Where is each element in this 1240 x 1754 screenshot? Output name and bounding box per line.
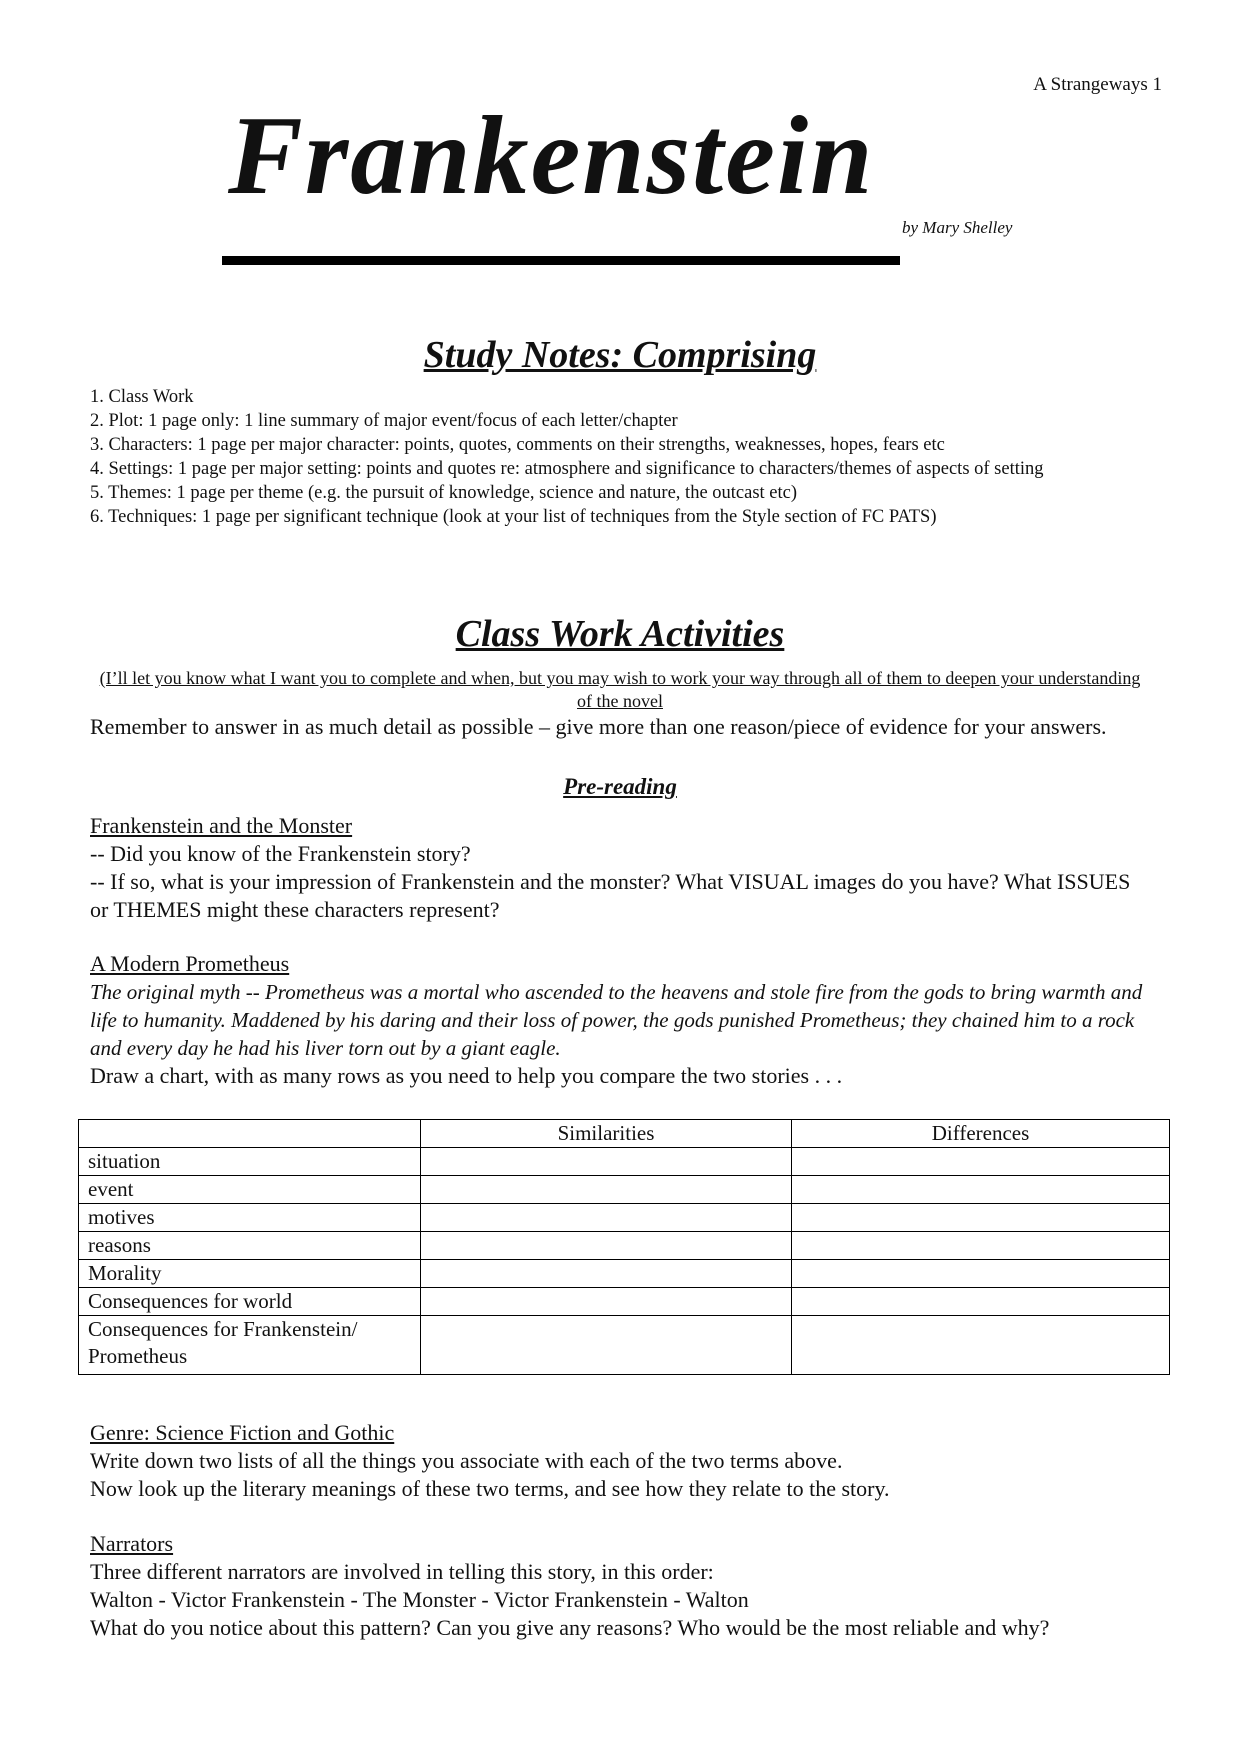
row-label: motives	[79, 1204, 421, 1232]
question-line: -- If so, what is your impression of Frankenstein and the monster? What VISUAL images do you have? What ISSUES or THEMES might these characters represent?	[90, 869, 1131, 922]
empty-cell	[792, 1204, 1170, 1232]
table-row	[79, 1260, 1170, 1288]
instruction-line: Three different narrators are involved in telling this story, in this order:	[90, 1559, 714, 1584]
empty-cell	[421, 1316, 792, 1375]
genre-section	[90, 1419, 1150, 1503]
section-title: Narrators	[90, 1531, 174, 1556]
question-line: -- Did you know of the Frankenstein story?	[90, 841, 471, 866]
list-item: 4. Settings: 1 page per major setting: points and quotes re: atmosphere and significance to characters/themes of aspects of setting	[90, 459, 1044, 479]
row-label: Morality	[79, 1260, 421, 1288]
empty-cell	[792, 1316, 1170, 1375]
table-row	[79, 1148, 1170, 1176]
table-row	[79, 1232, 1170, 1260]
prometheus-section	[90, 950, 1150, 1090]
frankenstein-monster-section	[90, 812, 1150, 924]
empty-cell	[421, 1148, 792, 1176]
row-label: event	[79, 1176, 421, 1204]
title-underline	[222, 256, 900, 265]
list-item: 2. Plot: 1 page only: 1 line summary of major event/focus of each letter/chapter	[90, 411, 678, 431]
empty-cell	[421, 1232, 792, 1260]
chart-instruction: Draw a chart, with as many rows as you need to help you compare the two stories . . .	[90, 1063, 843, 1088]
comparison-table	[78, 1119, 1170, 1375]
instruction-line: What do you notice about this pattern? Can you give any reasons? Who would be the most reliable and why?	[90, 1615, 1050, 1640]
empty-cell	[792, 1260, 1170, 1288]
empty-cell	[421, 1176, 792, 1204]
study-notes-heading: Study Notes: Comprising	[423, 334, 817, 376]
empty-cell	[792, 1232, 1170, 1260]
instruction-line: Write down two lists of all the things you associate with each of the two terms above.	[90, 1448, 843, 1473]
section-title: A Modern Prometheus	[90, 951, 290, 976]
row-label: situation	[79, 1148, 421, 1176]
table-row	[79, 1316, 1170, 1375]
myth-text: The original myth -- Prometheus was a mortal who ascended to the heavens and stole fire from the gods to bring warmth and life to humanity. Maddened by his daring and their loss of power, the gods punished Prometheus; they chained him to a rock and every day he had his liver torn out by a giant eagle.	[90, 980, 1143, 1060]
document-title: Frankenstein	[228, 94, 875, 218]
table-row	[79, 1176, 1170, 1204]
instruction-line: Now look up the literary meanings of these two terms, and see how they relate to the story.	[90, 1476, 890, 1501]
empty-cell	[421, 1288, 792, 1316]
list-item: 5. Themes: 1 page per theme (e.g. the pursuit of knowledge, science and nature, the outcast etc)	[90, 483, 798, 503]
table-row	[79, 1288, 1170, 1316]
list-item: 6. Techniques: 1 page per significant technique (look at your list of techniques from the Style section of FC PATS)	[90, 507, 937, 527]
list-item: 3. Characters: 1 page per major character: points, quotes, comments on their strengths, weaknesses, hopes, fears etc	[90, 435, 945, 455]
table-header-row	[79, 1120, 1170, 1148]
empty-cell	[421, 1260, 792, 1288]
empty-cell	[792, 1148, 1170, 1176]
remember-instruction: Remember to answer in as much detail as possible – give more than one reason/piece of evidence for your answers.	[90, 714, 1107, 739]
empty-cell	[792, 1288, 1170, 1316]
page-reference: A Strangeways 1	[1033, 74, 1162, 95]
empty-cell	[421, 1204, 792, 1232]
table-row	[79, 1204, 1170, 1232]
class-work-heading: Class Work Activities	[455, 613, 785, 655]
section-title: Genre: Science Fiction and Gothic	[90, 1420, 395, 1445]
header-cell	[79, 1120, 421, 1148]
row-label: Consequences for world	[79, 1288, 421, 1316]
section-title: Frankenstein and the Monster	[90, 813, 353, 838]
instruction-line: Walton - Victor Frankenstein - The Monster - Victor Frankenstein - Walton	[90, 1587, 749, 1612]
study-notes-list	[90, 385, 1150, 529]
author-byline: by Mary Shelley	[902, 218, 1013, 237]
header-cell: Similarities	[421, 1120, 792, 1148]
narrators-section	[90, 1530, 1150, 1642]
list-item: 1. Class Work	[90, 387, 194, 407]
header-cell: Differences	[792, 1120, 1170, 1148]
row-label: reasons	[79, 1232, 421, 1260]
class-work-note: (I’ll let you know what I want you to complete and when, but you may wish to work your way through all of them to deepen your understanding of the novel	[99, 668, 1141, 711]
pre-reading-heading: Pre-reading	[563, 774, 677, 799]
row-label: Consequences for Frankenstein/ Prometheus	[79, 1316, 421, 1375]
empty-cell	[792, 1176, 1170, 1204]
